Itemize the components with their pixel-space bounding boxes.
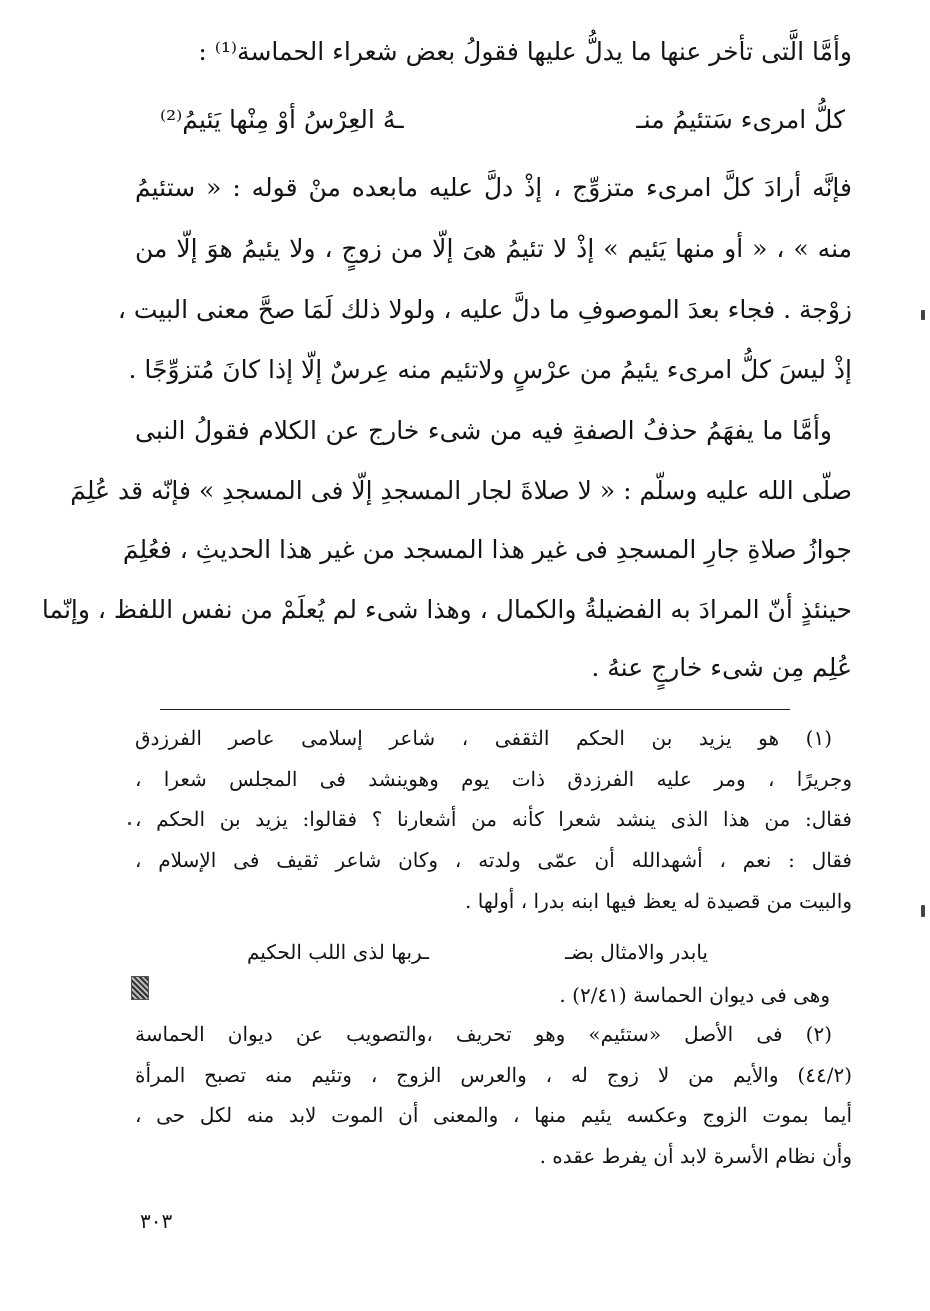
body-line-2: فإنَّه أرادَ كلَّ امرىء متزوِّج ، إذْ دلَّ عليه مابعده منْ قوله : « ستئيمُ — [135, 173, 852, 202]
footnote-verse-hemistich-right: يابدر والامثال بضـ — [565, 940, 708, 964]
footnote-line-6: وهى فى ديوان الحماسة (٢/٤١) . — [559, 983, 830, 1007]
body-line-3: منه » ، « أو منها يَئيم » إذْ لا تئيمُ هىَ إلّا من زوجٍ ، ولا يئيمُ هوَ إلّا من — [135, 234, 852, 263]
body-line-4: زوْجة . فجاء بعدَ الموصوفِ ما دلَّ عليه ، ولولا ذلك لَمَا صحَّ معنى البيت ، — [117, 295, 852, 324]
footnote-line-5: والبيت من قصيدة له يعظ فيها ابنه بدرا ، أولها . — [465, 889, 852, 913]
footnote-line-4: فقال : نعم ، أشهدالله أن عمّى ولدته ، وكان شاعر ثقيف فى الإسلام ، — [135, 848, 852, 872]
footnote-line-9: أيما بموت الزوج وعكسه يئيم منها ، والمعنى أن الموت لابد منه لكل حى ، — [135, 1103, 852, 1127]
body-line-6: وأمَّا ما يفهَمُ حذفُ الصفةِ فيه من شىء خارج عن الكلام فقولُ النبى — [135, 416, 832, 445]
scan-artifact-mark — [131, 976, 149, 1000]
footnote-verse-hemistich-left: ـربها لذى اللب الحكيم — [247, 940, 429, 964]
body-line-1: وأمَّا الَّتى تأخر عنها ما يدلُّ عليها فقولُ بعض شعراء الحماسة⁽¹⁾ : — [198, 37, 852, 66]
body-line-5: إذْ ليسَ كلُّ امرىء يئيمُ من عرْسٍ ولاتئيم منه عِرسٌ إلّا إذا كانَ مُتزوِّجًا . — [128, 355, 852, 384]
footnote-line-10: وأن نظام الأسرة لابد أن يفرط عقده . — [539, 1144, 852, 1168]
verse-hemistich-right: كلُّ امرىء سَتئيمُ منـ — [636, 105, 845, 134]
body-line-10: عُلِم مِن شىء خارجٍ عنهُ . — [591, 653, 852, 682]
body-line-7: صلّى الله عليه وسلّم : « لا صلاةَ لجار المسجدِ إلّا فى المسجدِ » فإنّه قد عُلِمَ — [70, 476, 852, 505]
body-line-8: جوازُ صلاةِ جارِ المسجدِ فى غير هذا المسجد من غير هذا الحديثِ ، فعُلِمَ — [122, 535, 852, 564]
footnote-line-2: وجريرًا ، ومر عليه الفرزدق ذات يوم وهوينشد فى المجلس شعرا ، — [135, 767, 852, 791]
scan-edge-dot — [921, 905, 925, 917]
verse-hemistich-left: ـهُ العِرْسُ أوْ مِنْها يَئيمُ⁽²⁾ — [160, 105, 404, 134]
footnote-line-8: (٤٤/٢) والأيم من لا زوج له ، والعرس الزوج ، وتئيم منه تصبح المرأة — [135, 1063, 852, 1087]
footnote-line-7: (٢) فى الأصل «ستئيم» وهو تحريف ،والتصويب عن ديوان الحماسة — [135, 1022, 832, 1046]
scan-edge-dot — [921, 310, 925, 320]
footnote-line-1: (١) هو يزيد بن الحكم الثقفى ، شاعر إسلامى عاصر الفرزدق — [135, 726, 832, 750]
footnote-separator — [160, 709, 790, 710]
page-number: ٣٠٣ — [140, 1209, 173, 1233]
body-line-9: حينئذٍ أنّ المرادَ به الفضيلةُ والكمال ، وهذا شىء لم يُعلَمْ من نفس اللفظ ، وإنّما — [41, 595, 852, 624]
footnote-line-3: فقال: من هذا الذى ينشد شعرا كأنه من أشعارنا ؟ فقالوا: يزيد بن الحكم ، — [135, 807, 852, 831]
scan-edge-dot — [128, 822, 131, 825]
